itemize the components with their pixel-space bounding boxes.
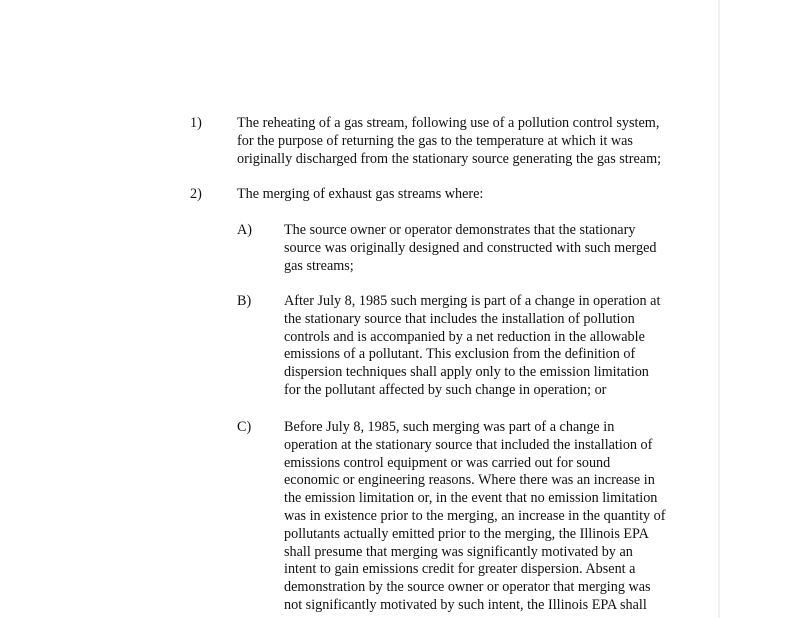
item-number: C) <box>237 419 252 435</box>
text-line: emissions of a pollutant. This exclusion from the definition of <box>284 346 636 363</box>
text-line: the emission limitation or, in the event that no emission limitation <box>284 490 658 507</box>
text-line: The reheating of a gas stream, following use of a pollution control system, <box>237 115 660 131</box>
text-line: the stationary source that includes the installation of pollution <box>284 310 635 327</box>
text-line: source was originally designed and constructed with such merged <box>284 239 657 256</box>
text-line: The source owner or operator demonstrates that the stationary <box>284 222 636 238</box>
text-line: intent to gain emissions credit for greater dispersion. Absent a <box>284 561 636 578</box>
text-line: operation at the stationary source that included the installation of <box>284 436 653 453</box>
text-line: for the purpose of returning the gas to the temperature at which it was <box>237 132 633 149</box>
text-line: originally discharged from the stationary source generating the gas stream; <box>237 150 662 167</box>
text-line: for the pollutant affected by such change in operation; or <box>284 381 607 398</box>
item-number: 2) <box>190 186 202 202</box>
item-number: B) <box>237 293 252 309</box>
item-text <box>237 115 717 168</box>
text-line: economic or engineering reasons. Where there was an increase in <box>284 472 655 489</box>
item-number: 1) <box>190 115 202 131</box>
text-line: pollutants actually emitted prior to the merging, the Illinois EPA <box>284 525 649 542</box>
text-line: was in existence prior to the merging, an increase in the quantity of <box>284 507 666 524</box>
text-line: not significantly motivated by such intent, the Illinois EPA shall <box>284 596 647 613</box>
item-text <box>284 293 724 400</box>
text-line: emissions control equipment or was carried out for sound <box>284 454 611 471</box>
item-text <box>237 186 717 204</box>
text-line: Before July 8, 1985, such merging was part of a change in <box>284 419 615 435</box>
text-line: After July 8, 1985 such merging is part of a change in operation at <box>284 293 661 309</box>
item-text <box>284 419 724 615</box>
item-number: A) <box>237 222 252 238</box>
text-line: demonstration by the source owner or operator that merging was <box>284 579 651 596</box>
item-text <box>284 222 724 275</box>
text-line: controls and is accompanied by a net reduction in the allowable <box>284 328 645 345</box>
text-line: The merging of exhaust gas streams where: <box>237 186 484 202</box>
text-line: shall presume that merging was significantly motivated by an <box>284 543 633 560</box>
text-line: dispersion techniques shall apply only to the emission limitation <box>284 364 649 381</box>
text-line: gas streams; <box>284 257 354 274</box>
